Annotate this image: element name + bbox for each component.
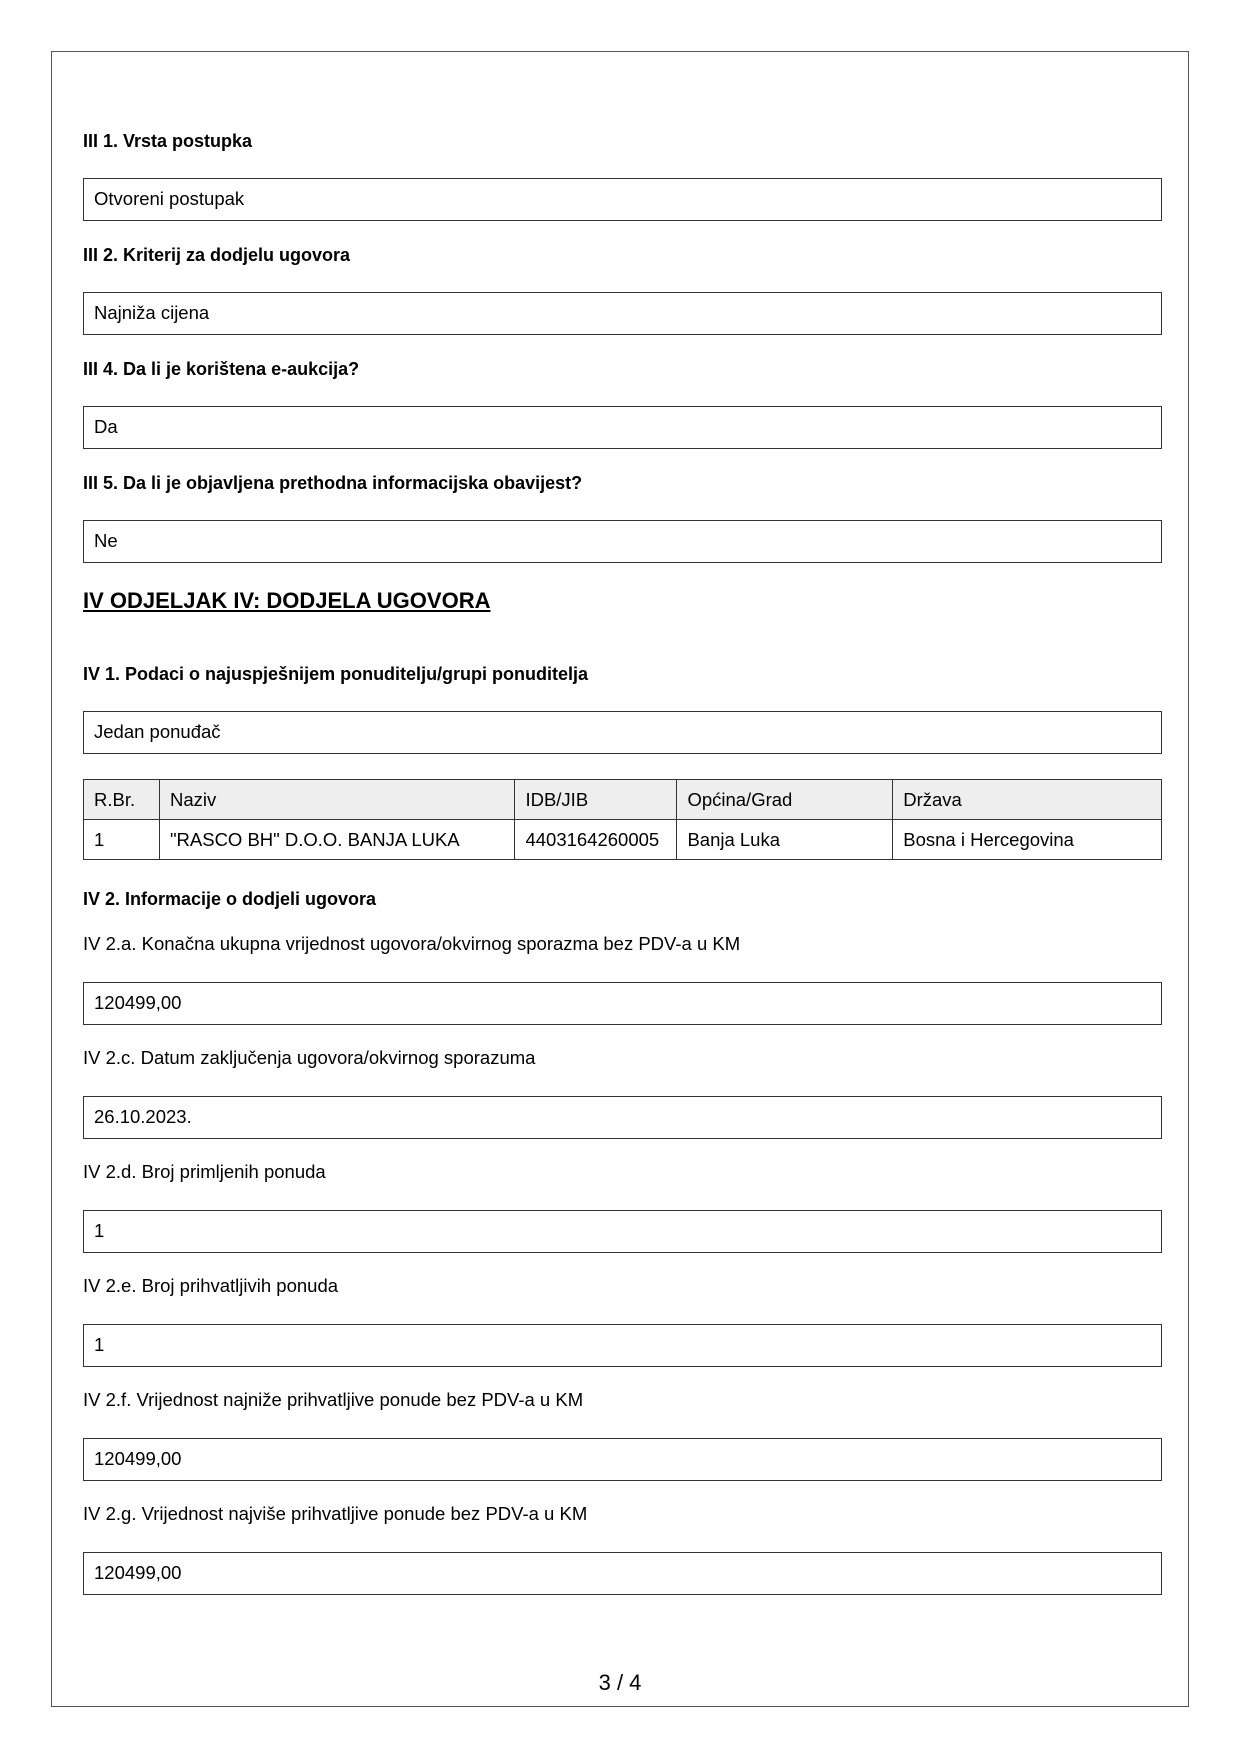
- header-idb-jib: IDB/JIB: [515, 780, 677, 820]
- iv2g-value: 120499,00: [83, 1552, 1162, 1595]
- iv2-label: IV 2. Informacije o dodjeli ugovora: [83, 889, 377, 909]
- iv2e-value: 1: [83, 1324, 1162, 1367]
- iv2g-label: IV 2.g. Vrijednost najviše prihvatljive ponude bez PDV-a u KM: [83, 1503, 588, 1524]
- header-opcina-grad: Općina/Grad: [677, 780, 893, 820]
- iv1-value: Jedan ponuđač: [83, 711, 1162, 754]
- field-value-e-auction: Da: [83, 406, 1162, 449]
- header-naziv: Naziv: [159, 780, 514, 820]
- table-row: [84, 820, 1162, 860]
- cell-naziv: "RASCO BH" D.O.O. BANJA LUKA: [159, 820, 514, 860]
- table-header-row: [84, 780, 1162, 820]
- iv1-label: IV 1. Podaci o najuspješnijem ponuditelju/grupi ponuditelja: [83, 664, 589, 684]
- iv2f-label: IV 2.f. Vrijednost najniže prihvatljive ponude bez PDV-a u KM: [83, 1389, 584, 1410]
- field-value-procedure-type: Otvoreni postupak: [83, 178, 1162, 221]
- header-rbr: R.Br.: [84, 780, 160, 820]
- iv2e-label: IV 2.e. Broj prihvatljivih ponuda: [83, 1275, 339, 1296]
- cell-opcina-grad: Banja Luka: [677, 820, 893, 860]
- bidders-table: [83, 779, 1162, 860]
- field-label-e-auction: III 4. Da li je korištena e-aukcija?: [83, 359, 360, 379]
- field-label-procedure-type: III 1. Vrsta postupka: [83, 131, 253, 151]
- iv2a-label: IV 2.a. Konačna ukupna vrijednost ugovora/okvirnog sporazma bez PDV-a u KM: [83, 933, 741, 954]
- field-label-award-criterion: III 2. Kriterij za dodjelu ugovora: [83, 245, 351, 265]
- cell-rbr: 1: [84, 820, 160, 860]
- iv2d-label: IV 2.d. Broj primljenih ponuda: [83, 1161, 326, 1182]
- field-value-award-criterion: Najniža cijena: [83, 292, 1162, 335]
- page-number: 3 / 4: [598, 1670, 642, 1695]
- iv2c-value: 26.10.2023.: [83, 1096, 1162, 1139]
- iv2d-value: 1: [83, 1210, 1162, 1253]
- field-value-prior-notice: Ne: [83, 520, 1162, 563]
- header-drzava: Država: [893, 780, 1162, 820]
- cell-idb-jib: 4403164260005: [515, 820, 677, 860]
- iv2a-value: 120499,00: [83, 982, 1162, 1025]
- field-label-prior-notice: III 5. Da li je objavljena prethodna informacijska obavijest?: [83, 473, 583, 493]
- cell-drzava: Bosna i Hercegovina: [893, 820, 1162, 860]
- iv2c-label: IV 2.c. Datum zaključenja ugovora/okvirnog sporazuma: [83, 1047, 536, 1068]
- iv2f-value: 120499,00: [83, 1438, 1162, 1481]
- section-heading: IV ODJELJAK IV: DODJELA UGOVORA: [83, 588, 491, 613]
